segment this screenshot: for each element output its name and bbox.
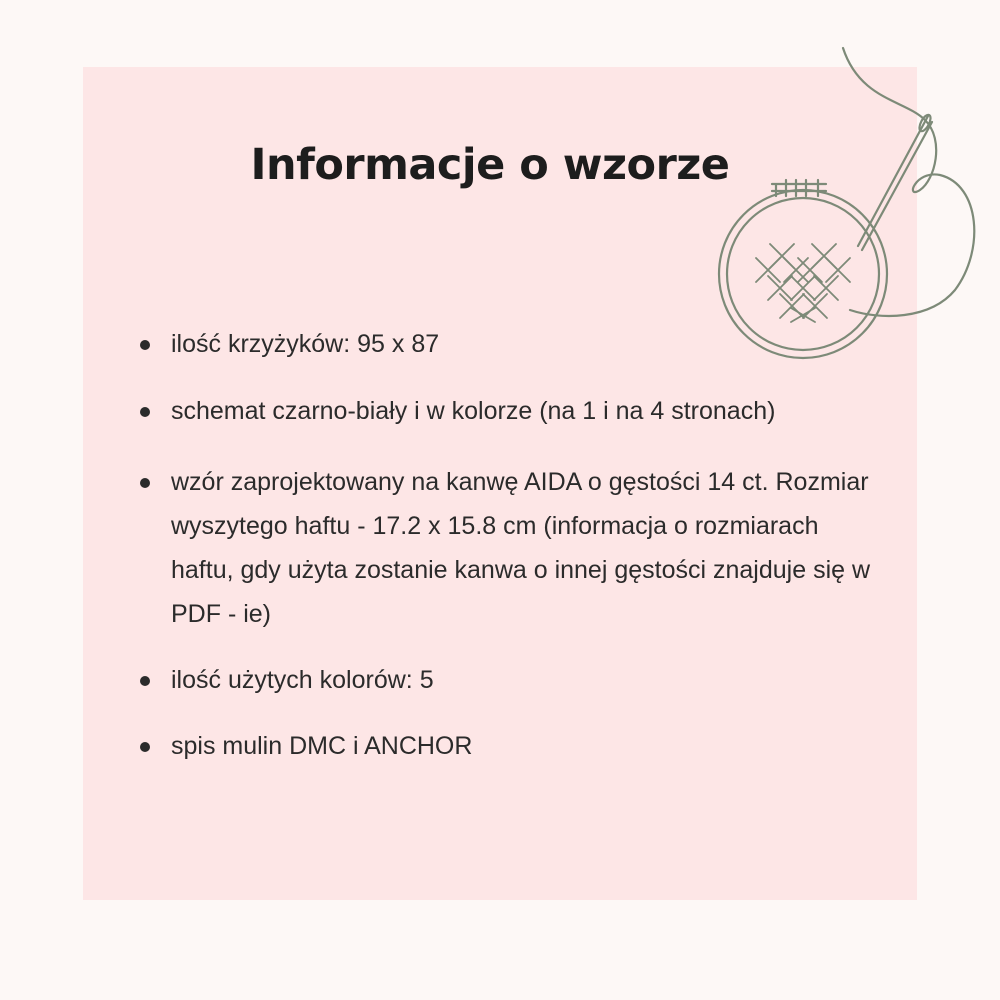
list-item-text: spis mulin DMC i ANCHOR	[171, 732, 473, 760]
list-item-text: ilość użytych kolorów: 5	[171, 666, 434, 694]
list-item	[140, 389, 880, 433]
list-item	[140, 658, 880, 702]
heart-cross-stitch	[756, 244, 850, 322]
info-list	[140, 322, 880, 791]
list-item-text: schemat czarno-biały i w kolorze (na 1 i na 4 stronach)	[171, 397, 776, 425]
embroidery-hoop-icon	[700, 40, 990, 370]
needle-icon	[858, 116, 932, 250]
bullet	[140, 478, 150, 488]
list-item	[140, 460, 880, 636]
list-item	[140, 724, 880, 768]
list-item	[140, 322, 880, 366]
page-title: Informacje o wzorze	[250, 140, 730, 190]
bullet	[140, 407, 150, 417]
bullet	[140, 742, 150, 752]
list-item-text: ilość krzyżyków: 95 x 87	[171, 330, 440, 358]
list-item-text: wzór zaprojektowany na kanwę AIDA o gęstości 14 ct. Rozmiar wyszytego haftu - 17.2 x 15.8 cm (informacja o rozmiarach haftu, gdy użyta zostanie kanwa o innej gęstości znajduje się w PDF - ie)	[171, 468, 871, 628]
thread-line	[843, 48, 974, 316]
bullet	[140, 340, 150, 350]
bullet	[140, 676, 150, 686]
